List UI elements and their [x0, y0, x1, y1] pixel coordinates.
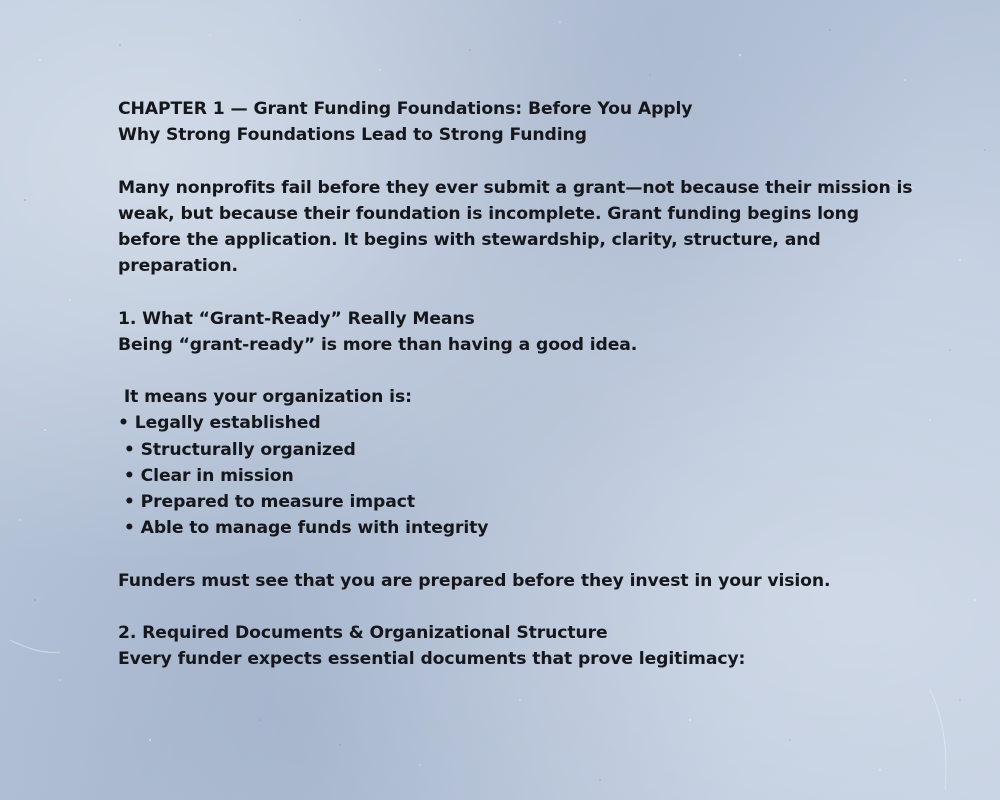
section-1-closing: Funders must see that you are prepared before they invest in your vision.	[118, 570, 831, 591]
list-item: • Legally established	[118, 413, 321, 434]
chapter-subtitle: Why Strong Foundations Lead to Strong Funding	[118, 125, 587, 146]
section-1-heading: 1. What “Grant-Ready” Really Means	[118, 308, 475, 329]
section-2-lead: Every funder expects essential documents that prove legitimacy:	[118, 649, 746, 670]
list-item: • Structurally organized	[118, 439, 356, 460]
chapter-title: CHAPTER 1 — Grant Funding Foundations: Before You Apply	[118, 99, 693, 119]
list-item: • Able to manage funds with integrity	[118, 518, 489, 539]
section-2-heading: 2. Required Documents & Organizational Structure	[118, 622, 608, 643]
intro-paragraph: Many nonprofits fail before they ever submit a grant—not because their mission is weak, but because their foundation is incomplete. Grant funding begins long before the application. It begins with stewardship, clarity, structure, and preparation.	[118, 177, 913, 277]
list-item: • Clear in mission	[118, 465, 294, 486]
list-item: • Prepared to measure impact	[118, 492, 415, 512]
document-body	[118, 96, 938, 672]
section-1-lead: Being “grant-ready” is more than having a good idea.	[118, 334, 638, 355]
section-1-list-intro: It means your organization is:	[118, 387, 412, 408]
